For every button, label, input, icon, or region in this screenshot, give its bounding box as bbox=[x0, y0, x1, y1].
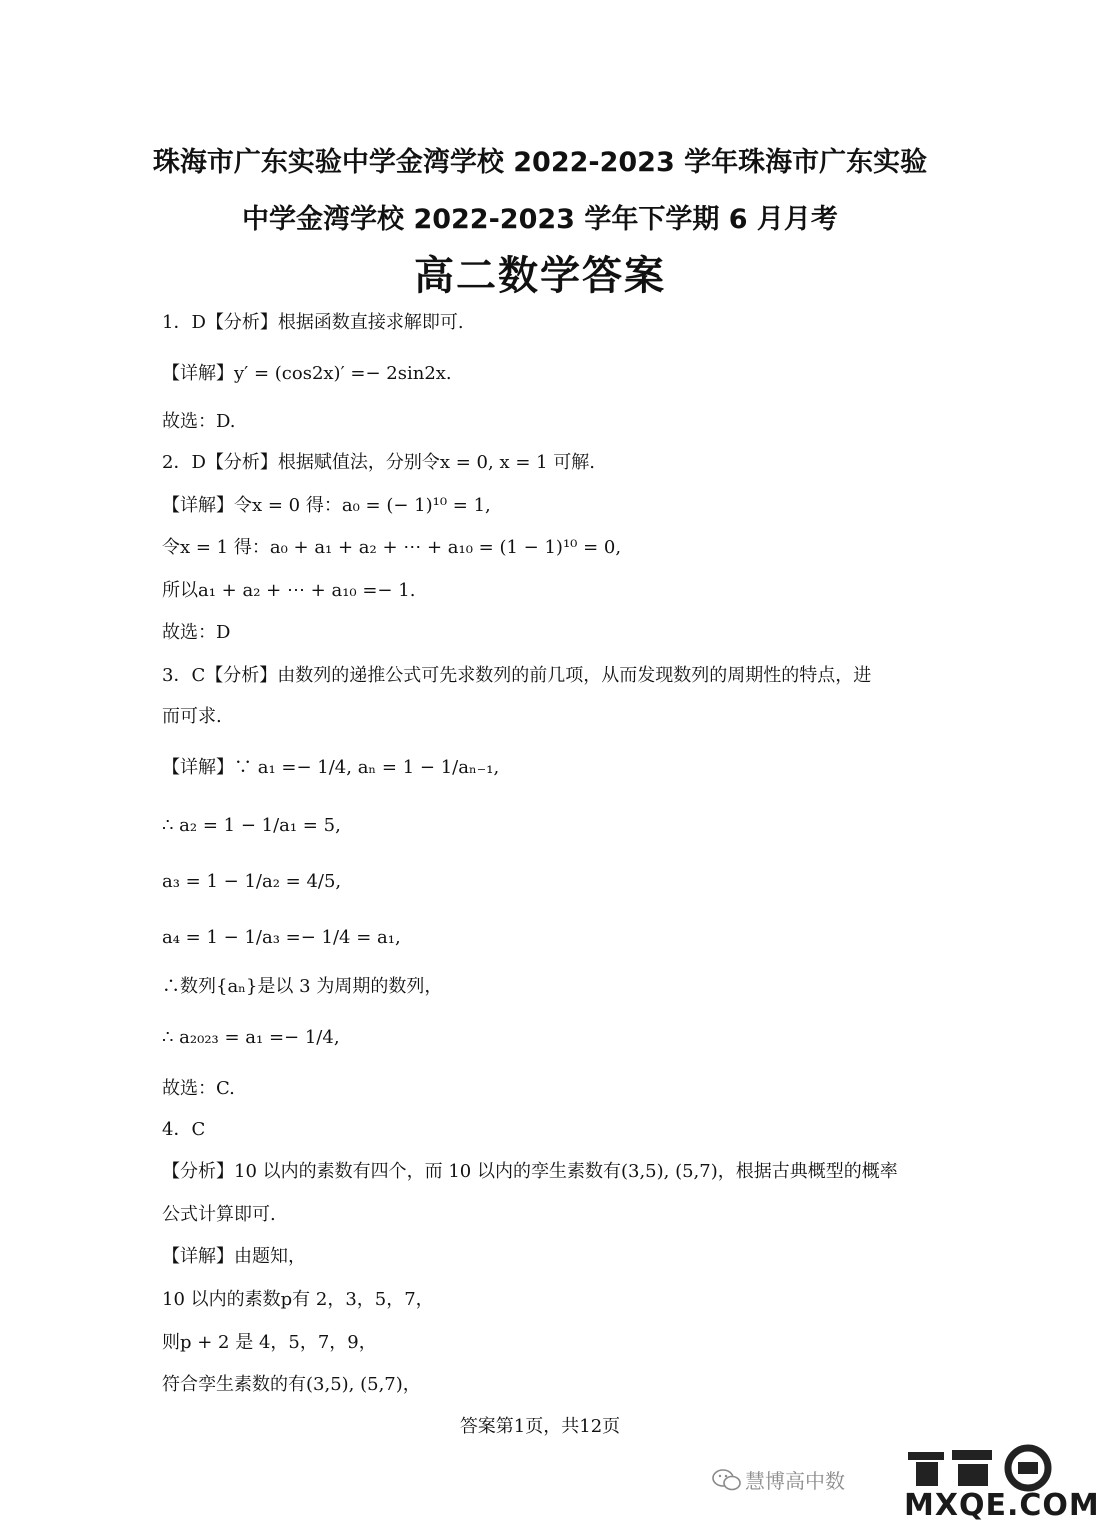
text-line: 故选：D bbox=[162, 622, 231, 643]
text-line: 1．D【分析】根据函数直接求解即可. bbox=[162, 312, 464, 333]
text-line: 4．C bbox=[162, 1119, 206, 1140]
text-line: 【详解】∵ a₁ =− 1/4, aₙ = 1 − 1/aₙ₋₁, bbox=[162, 757, 500, 778]
text-line: ∴ a₂₀₂₃ = a₁ =− 1/4, bbox=[162, 1027, 340, 1048]
text-line: 符合孪生素数的有(3,5), (5,7)， bbox=[162, 1374, 421, 1395]
text-line: 而可求. bbox=[162, 706, 222, 727]
text-line: a₄ = 1 − 1/a₃ =− 1/4 = a₁, bbox=[162, 927, 401, 948]
text-line: 10 以内的素数p有 2，3，5，7， bbox=[162, 1289, 434, 1310]
title-line-1: 珠海市广东实验中学金湾学校 2022-2023 学年珠海市广东实验 bbox=[152, 147, 928, 178]
text-line: a₃ = 1 − 1/a₂ = 4/5, bbox=[162, 871, 342, 892]
wechat-icon bbox=[712, 1468, 742, 1492]
watermark-account-text: 慧博高中数 bbox=[745, 1469, 845, 1493]
text-line: ∴数列{aₙ}是以 3 为周期的数列， bbox=[162, 976, 443, 997]
text-line: 2．D【分析】根据赋值法，分别令x = 0, x = 1 可解. bbox=[162, 452, 596, 473]
text-line: 则p + 2 是 4，5，7，9， bbox=[162, 1332, 377, 1353]
text-line: 故选：D. bbox=[162, 411, 236, 432]
text-line: 故选：C. bbox=[162, 1078, 235, 1099]
text-line: 令x = 1 得：a₀ + a₁ + a₂ + ⋯ + a₁₀ = (1 − 1)¹⁰ = 0, bbox=[162, 537, 622, 558]
text-line: 【详解】令x = 0 得：a₀ = (− 1)¹⁰ = 1, bbox=[162, 495, 491, 516]
title-line-2: 中学金湾学校 2022-2023 学年下学期 6 月月考 bbox=[242, 204, 838, 235]
text-line: 【详解】y′ = (cos2x)′ =− 2sin2x. bbox=[162, 363, 452, 384]
text-line: 【详解】由题知， bbox=[162, 1246, 306, 1267]
watermark-site: MXQE.COM bbox=[904, 1488, 1100, 1523]
page-footer: 答案第1页，共12页 bbox=[459, 1416, 621, 1437]
text-line: ∴ a₂ = 1 − 1/a₁ = 5, bbox=[162, 815, 341, 836]
text-line: 所以a₁ + a₂ + ⋯ + a₁₀ =− 1. bbox=[162, 580, 416, 601]
text-line: 3．C【分析】由数列的递推公式可先求数列的前几项，从而发现数列的周期性的特点，进 bbox=[162, 665, 872, 686]
text-line: 【分析】10 以内的素数有四个，而 10 以内的孪生素数有(3,5), (5,7)，根据古典概型的概率 bbox=[162, 1161, 898, 1182]
title-line-3: 高二数学答案 bbox=[414, 253, 666, 299]
text-line: 公式计算即可. bbox=[162, 1204, 276, 1225]
